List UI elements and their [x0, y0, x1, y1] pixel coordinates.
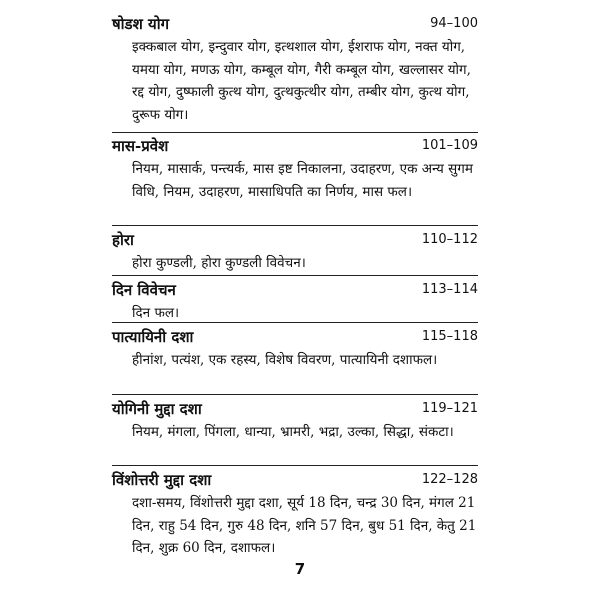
toc-entry-shodash-yog	[112, 12, 478, 126]
toc-entry-title: विंशोत्तरी मुद्दा दशा	[112, 471, 212, 489]
toc-entry-page-range: 110–112	[421, 232, 478, 247]
toc-entry-page-range: 115–118	[421, 329, 478, 344]
page-number: 7	[294, 560, 306, 578]
toc-entry-header	[112, 134, 478, 158]
toc-entry-yogini-mudda-dasha	[112, 397, 478, 444]
toc-entry-hora	[112, 228, 478, 275]
toc-entry-title: योगिनी मुद्दा दशा	[112, 400, 202, 418]
toc-entry-topics: नियम, मंगला, पिंगला, धान्या, भ्रामरी, भद्रा, उल्का, सिद्धा, संकटा।	[132, 424, 454, 440]
section-divider	[112, 225, 478, 226]
toc-entry-topics: होरा कुण्डली, होरा कुण्डली विवेचन।	[132, 255, 306, 271]
toc-entry-topics: इक्कबाल योग, इन्दुवार योग, इत्थशाल योग, ईशराफ योग, नक्त योग, यमया योग, मणऊ योग, कम्बूल योग, गैरी कम्बूल योग, खल्लासर योग, रद्द योग, दुष्फाली कुत्थ योग, दुत्थकुत्थीर योग, तम्बीर योग, कुत्थ योग, दुरूफ योग।	[132, 39, 471, 123]
toc-entry-topics: हीनांश, पत्यंश, एक रहस्य, विशेष विवरण, पात्यायिनी दशाफल।	[132, 352, 438, 368]
toc-entry-title: षोडश योग	[112, 15, 170, 33]
toc-entry-header	[112, 468, 478, 492]
toc-entry-header	[112, 12, 478, 36]
toc-entry-din-vivechan	[112, 278, 478, 325]
toc-entry-page-range: 101–109	[421, 138, 478, 153]
toc-entry-patyayini-dasha	[112, 325, 478, 372]
toc-entry-topics: नियम, मासार्क, पन्त्यर्क, मास इष्ट निकालना, उदाहरण, एक अन्य सुगम विधि, नियम, उदाहरण, मासाधिपति का निर्णय, मास फल।	[132, 161, 473, 200]
toc-entry-header	[112, 397, 478, 421]
toc-entry-page-range: 113–114	[421, 282, 478, 297]
section-divider	[112, 275, 478, 276]
toc-entry-page-range: 122–128	[421, 472, 478, 487]
section-divider	[112, 394, 478, 395]
toc-entry-title: मास-प्रवेश	[112, 137, 169, 155]
toc-entry-page-range: 119–121	[421, 401, 478, 416]
toc-entry-topics: दशा-समय, विंशोत्तरी मुद्दा दशा, सूर्य 18 दिन, चन्द्र 30 दिन, मंगल 21 दिन, राहु 54 दिन, गुरु 48 दिन, शनि 57 दिन, बुध 51 दिन, केतु 21 दिन, शुक्र 60 दिन, दशाफल।	[132, 495, 477, 556]
toc-entry-page-range: 94–100	[430, 16, 478, 31]
section-divider	[112, 132, 478, 133]
toc-entry-topics: दिन फल।	[132, 305, 180, 321]
section-divider	[112, 465, 478, 466]
toc-entry-vimshottari-mudda-dasha	[112, 468, 478, 560]
toc-entry-title: पात्यायिनी दशा	[112, 328, 194, 346]
toc-entry-header	[112, 278, 478, 302]
toc-entry-title: होरा	[112, 231, 134, 249]
toc-entry-header	[112, 228, 478, 252]
toc-entry-maas-pravesh	[112, 134, 478, 203]
toc-entry-header	[112, 325, 478, 349]
toc-entry-title: दिन विवेचन	[112, 281, 176, 299]
section-divider	[112, 322, 478, 323]
